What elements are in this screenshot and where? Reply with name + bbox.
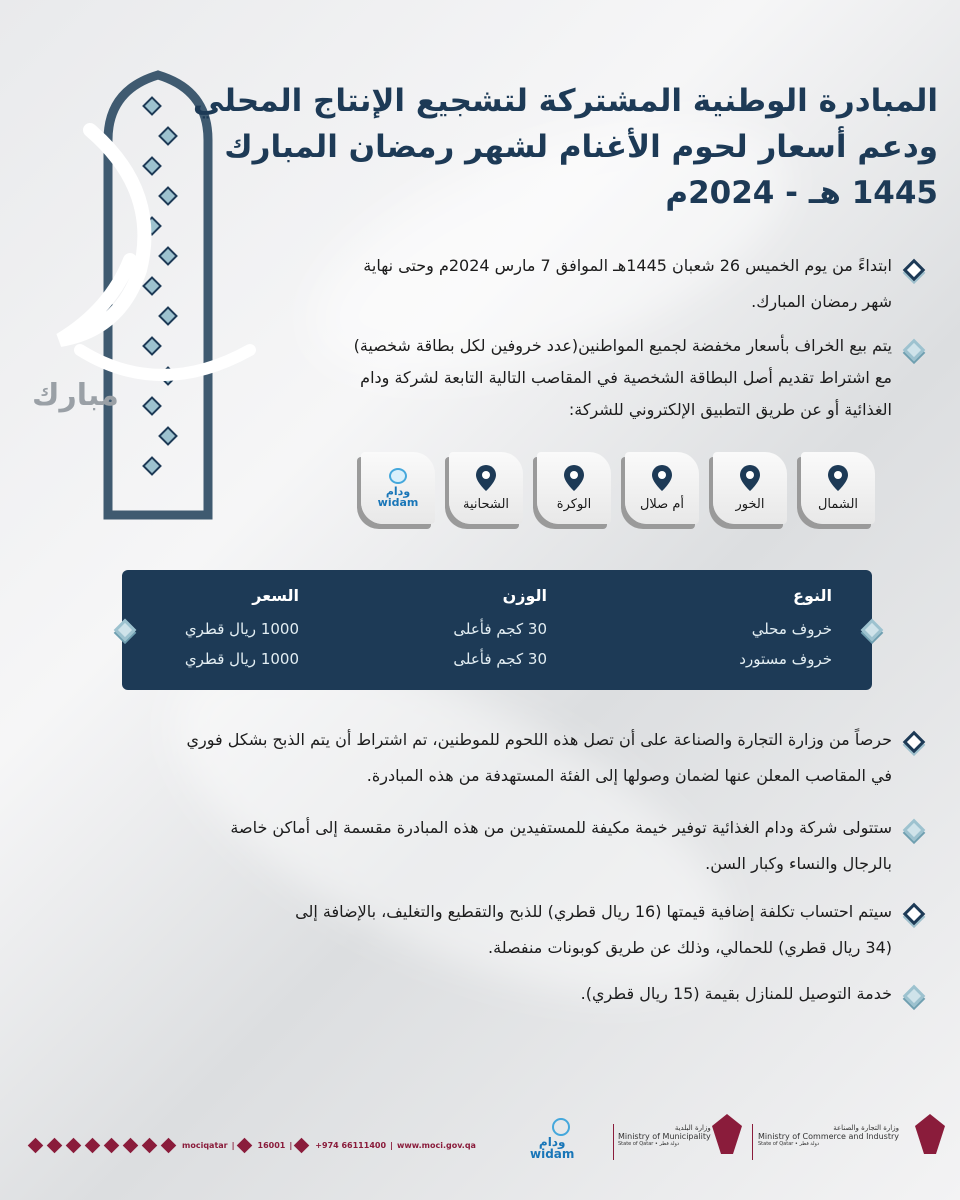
bullet-date: [363, 248, 892, 320]
title-line: ودعم أسعار لحوم الأغنام لشهر رمضان المبارك: [224, 129, 938, 165]
location-cards: [361, 452, 875, 524]
map-pin-icon: [564, 465, 584, 491]
table-header: الوزن: [502, 586, 547, 605]
facebook-icon[interactable]: [28, 1138, 44, 1154]
table-cell: 1000 ريال قطري: [184, 650, 299, 668]
ministry-name-en: Ministry of Municipality: [618, 1132, 711, 1141]
table-cell: 1000 ريال قطري: [184, 620, 299, 638]
bullet-sale: [354, 330, 892, 426]
linkedin-icon[interactable]: [123, 1138, 139, 1154]
hotline[interactable]: 16001: [257, 1141, 286, 1150]
location-label: أم صلال: [639, 496, 685, 512]
location-card[interactable]: [625, 452, 699, 524]
table-cell: خروف محلي: [751, 620, 832, 638]
bullet-text: بالرجال والنساء وكبار السن.: [705, 854, 892, 873]
bullet-delivery: [581, 976, 892, 1012]
footer: [0, 1124, 960, 1170]
map-pin-icon: [740, 465, 760, 491]
map-pin-icon: [828, 465, 848, 491]
bullet-text: سيتم احتساب تكلفة إضافية قيمتها (16 ريال قطري) للذبح والتقطيع والتغليف، بالإضافة إلى: [295, 902, 892, 921]
bullet-slaughter: [186, 722, 892, 794]
widam-label-ar: ودام: [385, 485, 411, 498]
location-card[interactable]: [801, 452, 875, 524]
widam-logo-en: widam: [530, 1147, 575, 1161]
separator: |: [231, 1141, 235, 1150]
divider: [752, 1124, 753, 1160]
bullet-text: الغذائية أو عن طريق التطبيق الإلكتروني للشركة:: [568, 400, 892, 419]
bullet-text: شهر رمضان المبارك.: [751, 292, 892, 311]
bullet-text: ستتولى شركة ودام الغذائية توفير خيمة مكيفة للمستفيدين من هذه المبادرة مقسمة إلى أماكن خاصة: [230, 818, 892, 837]
ministry-municipality-logo: [618, 1124, 711, 1147]
map-pin-icon: [652, 465, 672, 491]
location-label: الشحانية: [462, 496, 510, 512]
separator: |: [390, 1141, 393, 1150]
bullet-text: ابتداءً من يوم الخميس 26 شعبان 1445هـ الموافق 7 مارس 2024م وحتى نهاية: [363, 256, 892, 275]
widam-logo-icon: [389, 468, 407, 484]
widam-logo: [530, 1118, 574, 1160]
state-label: State of Qatar • دولة قطر: [618, 1141, 680, 1147]
threads-icon[interactable]: [161, 1138, 177, 1154]
bullet-diamond-icon: [903, 819, 926, 842]
bullet-fees: [295, 894, 892, 966]
location-label: الخور: [735, 496, 765, 512]
bullet-diamond-icon: [903, 985, 926, 1008]
divider: [613, 1124, 614, 1160]
ministry-name-en: Ministry of Commerce and Industry: [758, 1132, 900, 1141]
bullet-text: مع اشتراط تقديم أصل البطاقة الشخصية في المقاصب التالية التابعة لشركة ودام: [360, 368, 892, 387]
widam-logo-ar: ودام: [538, 1135, 566, 1149]
ramadan-mubarak-calligraphy: مبارك: [32, 378, 119, 413]
widam-label-en: widam: [377, 496, 419, 509]
widam-logo-icon: [552, 1118, 570, 1136]
contact-bar: [30, 1140, 476, 1151]
location-card[interactable]: [713, 452, 787, 524]
bullet-diamond-icon: [903, 731, 926, 754]
bullet-diamond-icon: [903, 903, 926, 926]
bullet-text: (34 ريال قطري) للحمالي، وذلك عن طريق كوبونات منفصلة.: [488, 938, 892, 957]
bullet-text: خدمة التوصيل للمنازل بقيمة (15 ريال قطري).: [580, 984, 892, 1003]
title-line: 1445 هـ - 2024م: [665, 175, 938, 211]
price-table: [122, 570, 872, 690]
bullet-text: يتم بيع الخراف بأسعار مخفضة لجميع المواطنين(عدد خروفين لكل بطاقة شخصية): [353, 336, 892, 355]
phone-icon: [236, 1138, 252, 1154]
youtube-icon[interactable]: [85, 1138, 101, 1154]
table-cell: 30 كجم فأعلى: [453, 650, 547, 668]
location-label: الوكرة: [556, 496, 592, 512]
qatar-emblem-icon: [915, 1114, 945, 1154]
bullet-text: حرصاً من وزارة التجارة والصناعة على أن تصل هذه اللحوم للموطنين، تم اشتراط أن يتم الذبح بشكل فوري: [186, 730, 892, 749]
bullet-tent: [230, 810, 892, 882]
location-card[interactable]: [449, 452, 523, 524]
bullet-text: في المقاصب المعلن عنها لضمان وصولها إلى الفئة المستهدفة من هذه المبادرة.: [366, 766, 892, 785]
title-line: المبادرة الوطنية المشتركة لتشجيع الإنتاج المحلي: [192, 83, 938, 119]
table-header: النوع: [793, 586, 832, 605]
whatsapp-icon: [294, 1138, 310, 1154]
ministry-commerce-logo: [758, 1124, 899, 1147]
table-header: السعر: [252, 586, 299, 605]
bullet-diamond-icon: [903, 339, 926, 362]
ministry-name-ar: وزارة البلدية: [674, 1124, 711, 1132]
qatar-emblem-icon: [712, 1114, 742, 1154]
table-cell: 30 كجم فأعلى: [453, 620, 547, 638]
tiktok-icon[interactable]: [142, 1138, 158, 1154]
social-handle[interactable]: mociqatar: [182, 1141, 228, 1150]
page-title: [193, 78, 938, 216]
map-pin-icon: [476, 465, 496, 491]
location-label: الشمال: [817, 496, 859, 512]
snapchat-icon[interactable]: [104, 1138, 120, 1154]
x-icon[interactable]: [47, 1138, 63, 1154]
separator: |: [289, 1141, 293, 1150]
location-card[interactable]: [537, 452, 611, 524]
bullet-diamond-icon: [903, 259, 926, 282]
widam-app-card[interactable]: [361, 452, 435, 524]
website-link[interactable]: www.moci.gov.qa: [396, 1141, 476, 1150]
instagram-icon[interactable]: [66, 1138, 82, 1154]
table-cell: خروف مستورد: [739, 650, 832, 668]
ministry-name-ar: وزارة التجارة والصناعة: [833, 1124, 900, 1132]
whatsapp-number[interactable]: +974 66111400: [315, 1141, 387, 1150]
state-label: State of Qatar • دولة قطر: [758, 1141, 820, 1147]
